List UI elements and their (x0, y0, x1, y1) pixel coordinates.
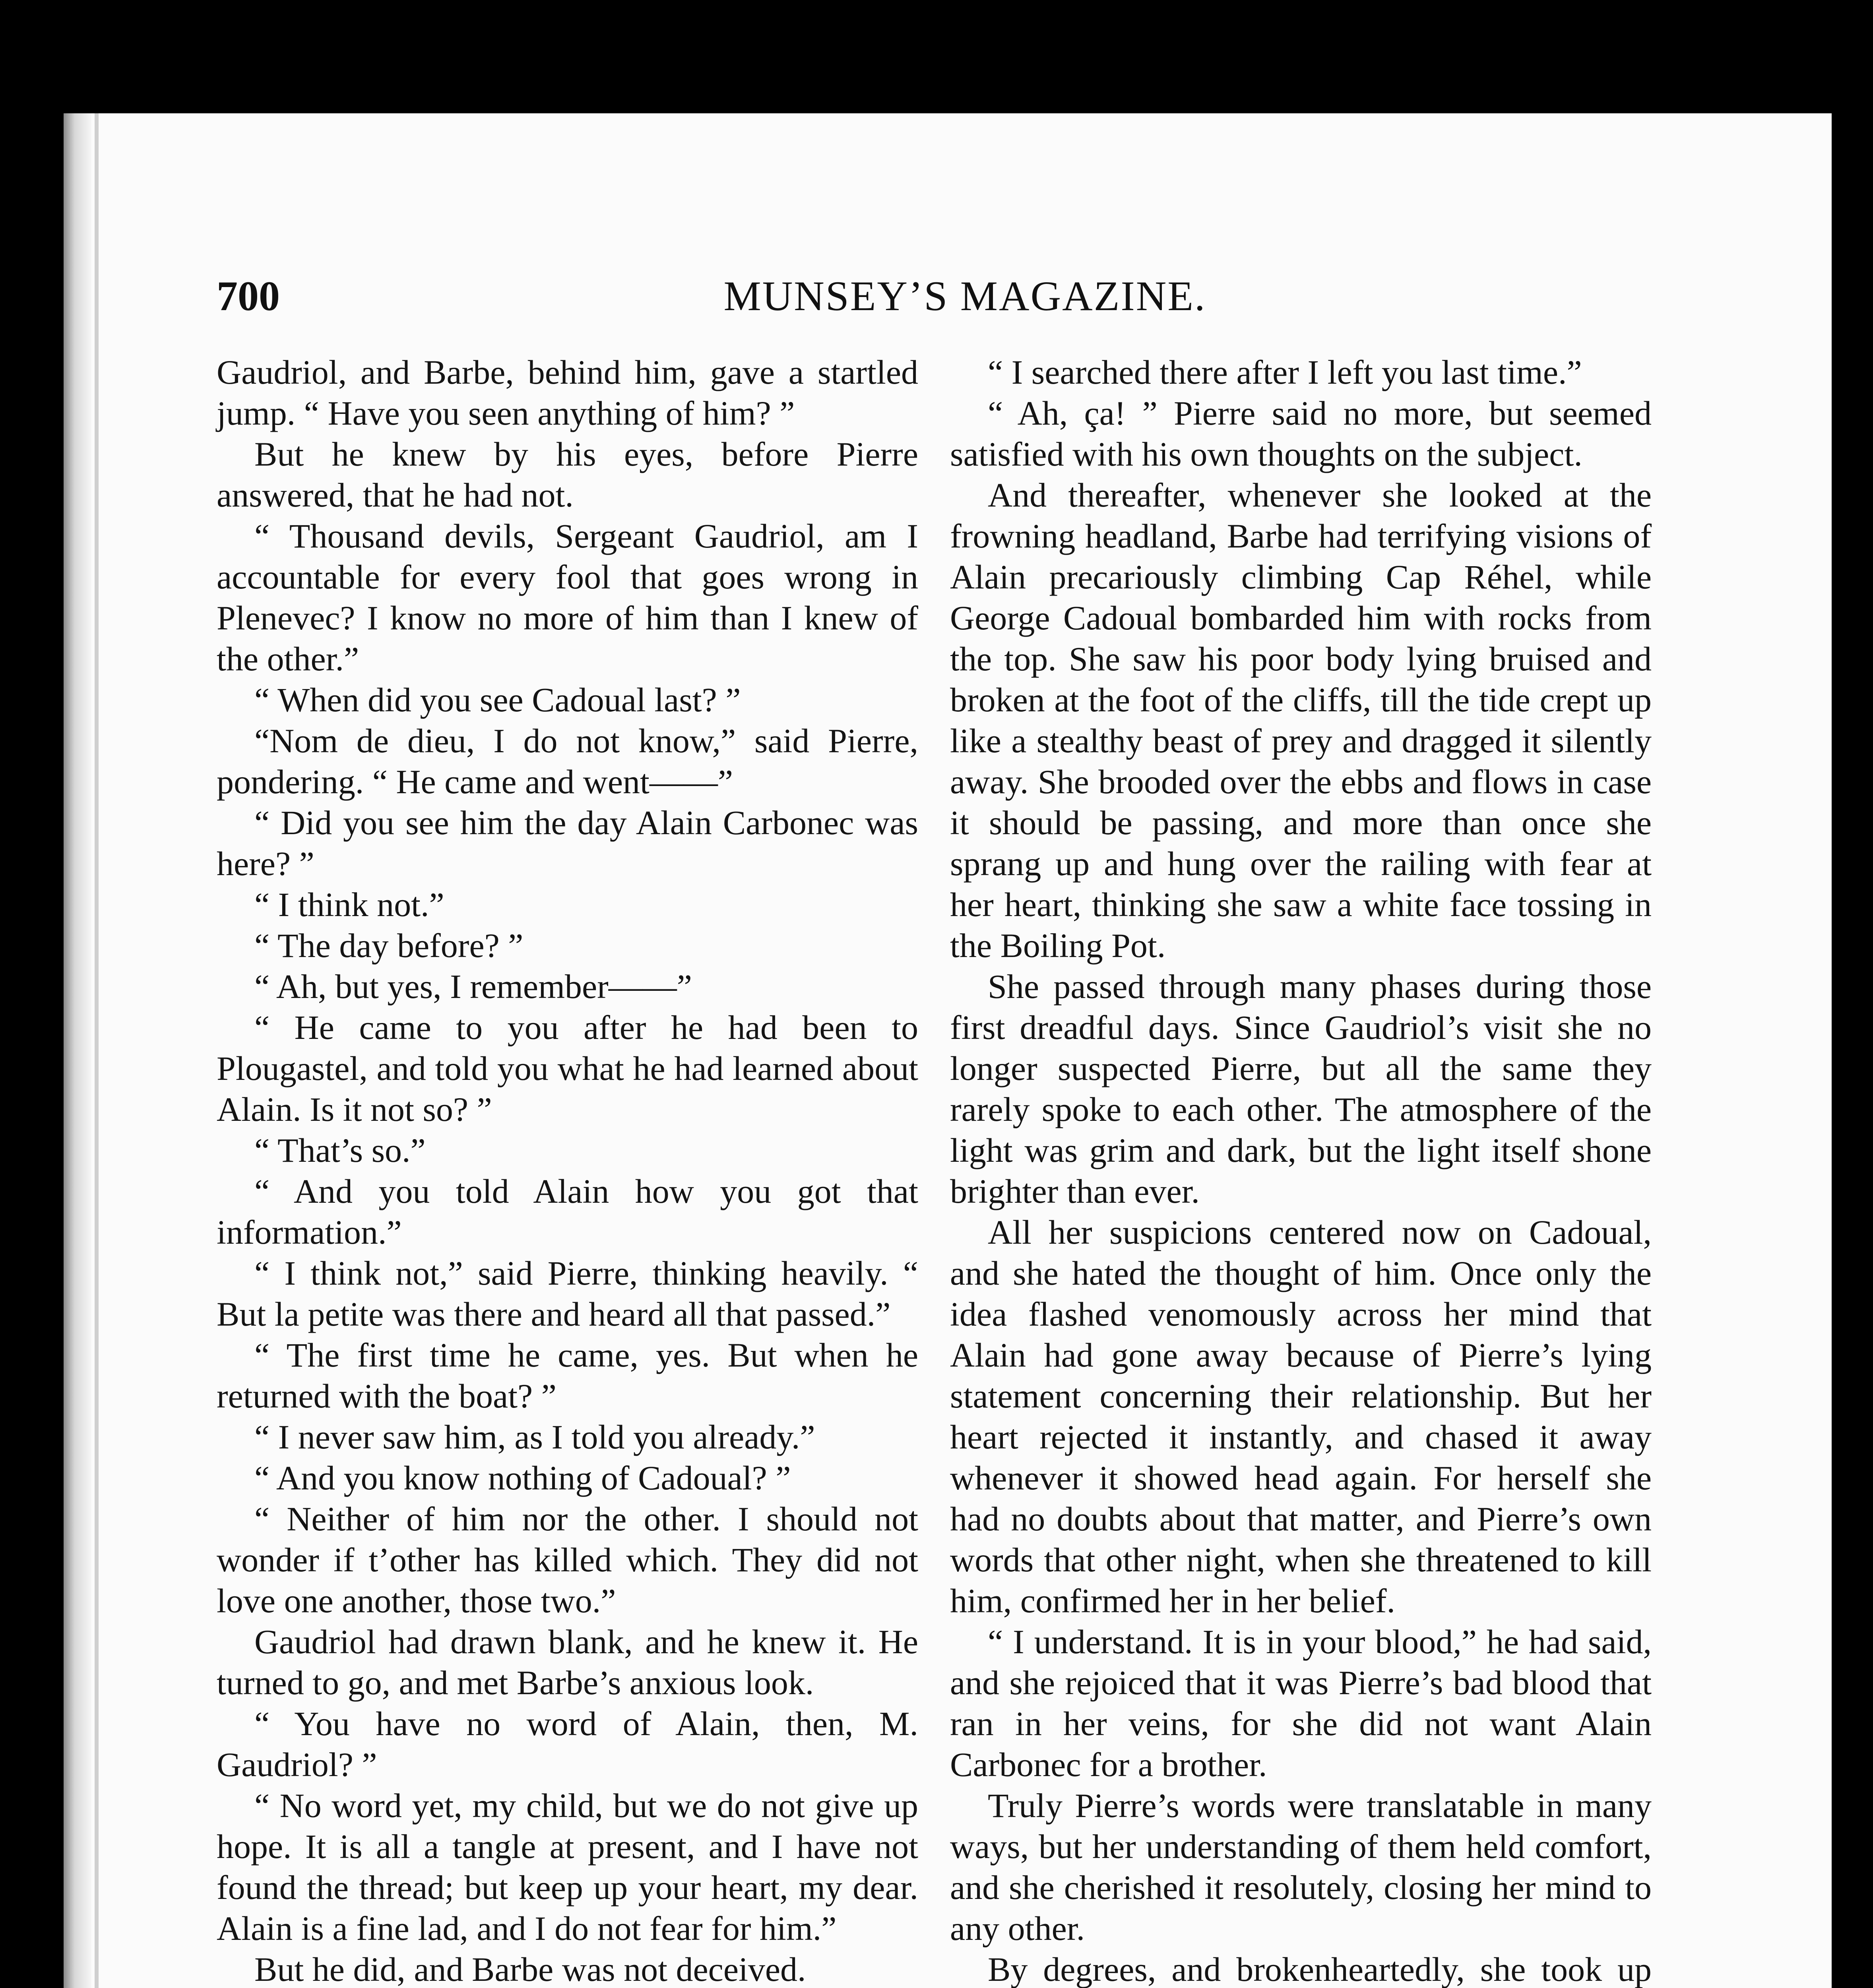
paragraph: By degrees, and brokenheartedly, she took up (988, 1950, 1652, 1988)
paragraph: “ I understand. It is in your blood,” he had said, and she rejoiced that it was Pierre’s bad blood that ran in her veins, for she did not want Alain Carbonec for a brother. (950, 1623, 1652, 1784)
paragraph: “ I searched there after I left you last time.” (988, 353, 1582, 391)
paragraph: “ I never saw him, as I told you already.” (254, 1418, 815, 1456)
paragraph: “ That’s so.” (254, 1131, 426, 1169)
magazine-page (64, 113, 1832, 1988)
paragraph: “ The day before? ” (254, 926, 524, 965)
paragraph: All her suspicions centered now on Cadoual, and she hated the thought of him. Once only the idea flashed venomously across her mind that Alain had gone away because of Pierre’s lying statement concerning their relationship. But her heart rejected it instantly, and chased it away whenever it showed head again. For herself she had no doubts about that matter, and Pierre’s own words that other night, when she threatened to kill him, confirmed her in her belief. (950, 1213, 1652, 1620)
paragraph: “ No word yet, my child, but we do not give up hope. It is all a tangle at present, and I have not found the thread; but keep up your heart, my dear. Alain is a fine lad, and I do not fear for him.” (217, 1786, 918, 1947)
paragraph: “Nom de dieu, I do not know,” said Pierre, pondering. “ He came and went——” (217, 722, 918, 801)
paragraph: “ And you told Alain how you got that information.” (217, 1172, 918, 1251)
paragraph: “ I think not,” said Pierre, thinking heavily. “ But la petite was there and heard all that passed.” (217, 1254, 918, 1333)
paragraph: “ Ah, ça! ” Pierre said no more, but seemed satisfied with his own thoughts on the subject. (950, 394, 1652, 473)
left-text-column (217, 352, 918, 1988)
paragraph: “ I think not.” (254, 885, 444, 924)
paragraph: “ You have no word of Alain, then, M. Gaudriol? ” (217, 1705, 918, 1784)
paragraph: But he did, and Barbe was not deceived. (254, 1950, 806, 1988)
paragraph: “ Ah, but yes, I remember——” (254, 967, 692, 1006)
paragraph: “ When did you see Cadoual last? ” (254, 681, 741, 719)
paragraph: Gaudriol, and Barbe, behind him, gave a startled jump. “ Have you seen anything of him? ” (217, 353, 918, 432)
page-number: 700 (217, 273, 280, 319)
running-title: MUNSEY’S MAGAZINE. (723, 273, 1206, 319)
page-binding-edge (64, 113, 91, 1988)
paragraph: But he knew by his eyes, before Pierre answered, that he had not. (217, 435, 918, 514)
paragraph: “ Thousand devils, Sergeant Gaudriol, am I accountable for every fool that goes wrong in Plenevec? I know no more of him than I knew of the other.” (217, 517, 918, 678)
running-head (217, 272, 1713, 320)
paragraph: “ He came to you after he had been to Plougastel, and told you what he had learned about Alain. Is it not so? ” (217, 1008, 918, 1128)
paragraph: And thereafter, whenever she looked at the frowning headland, Barbe had terrifying visions of Alain precariously climbing Cap Réhel, while George Cadoual bombarded him with rocks from the top. She saw his poor body lying bruised and broken at the foot of the cliffs, till the tide crept up like a stealthy beast of prey and dragged it silently away. She brooded over the ebbs and flows in case it should be passing, and more than once she sprang up and hung over the railing with fear at her heart, thinking she saw a white face tossing in the Boiling Pot. (950, 476, 1652, 965)
paragraph: “ Did you see him the day Alain Carbonec was here? ” (217, 804, 918, 883)
paragraph: She passed through many phases during those first dreadful days. Since Gaudriol’s visit she no longer suspected Pierre, but all the same they rarely spoke to each other. The atmosphere of the light was grim and dark, but the light itself shone brighter than ever. (950, 967, 1652, 1210)
paragraph: “ And you know nothing of Cadoual? ” (254, 1459, 791, 1497)
page-edge-line (95, 113, 99, 1988)
paragraph: “ Neither of him nor the other. I should not wonder if t’other has killed which. They did not love one another, those two.” (217, 1500, 918, 1620)
paragraph: Gaudriol had drawn blank, and he knew it. He turned to go, and met Barbe’s anxious look. (217, 1623, 918, 1702)
paragraph: “ The first time he came, yes. But when he returned with the boat? ” (217, 1336, 918, 1415)
right-text-column (950, 352, 1652, 1988)
paragraph: Truly Pierre’s words were translatable in many ways, but her understanding of them held comfort, and she cherished it resolutely, closing her mind to any other. (950, 1786, 1652, 1947)
